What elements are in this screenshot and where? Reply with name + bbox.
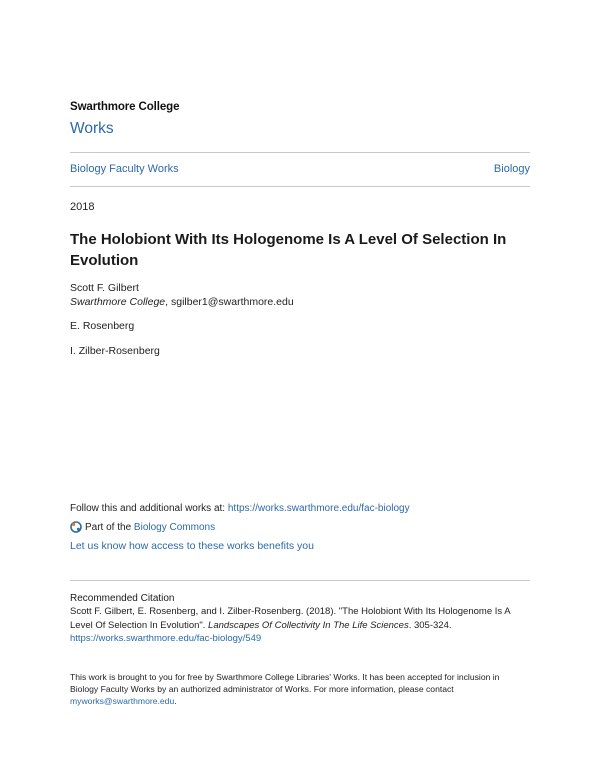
citation-journal: Landscapes Of Collectivity In The Life Sciences	[208, 619, 409, 631]
contact-email-link[interactable]: myworks@swarthmore.edu	[70, 696, 175, 706]
author-name: E. Rosenberg	[70, 320, 135, 332]
part-of-text: Part of the	[85, 521, 132, 533]
citation-text	[70, 605, 530, 646]
repository-link[interactable]: Works	[70, 120, 114, 137]
author-name: Scott F. Gilbert	[70, 282, 139, 294]
affiliation-email: , sgilber1@swarthmore.edu	[165, 296, 294, 308]
follow-text: Follow this and additional works at:	[70, 503, 228, 514]
affiliation-institution: Swarthmore College	[70, 296, 166, 308]
breadcrumb-department-link[interactable]: Biology	[493, 163, 530, 175]
recommended-citation-heading: Recommended Citation	[70, 593, 175, 604]
divider-breadcrumb	[70, 186, 530, 187]
follow-url-link[interactable]: https://works.swarthmore.edu/fac-biology	[227, 503, 410, 514]
biology-commons-link[interactable]: Biology Commons	[133, 521, 216, 533]
commons-network-icon	[70, 521, 82, 533]
breadcrumb-collection-link[interactable]: Biology Faculty Works	[70, 163, 179, 175]
citation-body: Scott F. Gilbert, E. Rosenberg, and I. Zilber-Rosenberg. (2018). "The Holobiont With Its Hologenome Is A Level Of Selection In Evolution".	[70, 606, 511, 631]
author-name: I. Zilber-Rosenberg	[70, 345, 160, 357]
footer-note	[70, 671, 530, 707]
follow-line	[70, 503, 410, 514]
citation-url-link[interactable]: https://works.swarthmore.edu/fac-biology/549	[70, 633, 262, 644]
feedback-link[interactable]: Let us know how access to these works benefits you	[70, 540, 314, 552]
footer-end: .	[174, 696, 177, 706]
author-affiliation	[70, 296, 294, 308]
citation-pages: . 305-324.	[408, 619, 452, 631]
footer-text: This work is brought to you for free by Swarthmore College Libraries' Works. It has been accepted for inclusion in Biology Faculty Works by an authorized administrator of Works. For more information, please contact	[70, 672, 500, 694]
article-title: The Holobiont With Its Hologenome Is A Level Of Selection In Evolution	[70, 231, 507, 269]
divider-top	[70, 152, 530, 153]
part-of-line	[70, 521, 215, 533]
divider-citation	[70, 580, 530, 581]
institution-name: Swarthmore College	[70, 101, 180, 113]
publication-year: 2018	[70, 201, 95, 213]
cover-page	[70, 0, 530, 776]
